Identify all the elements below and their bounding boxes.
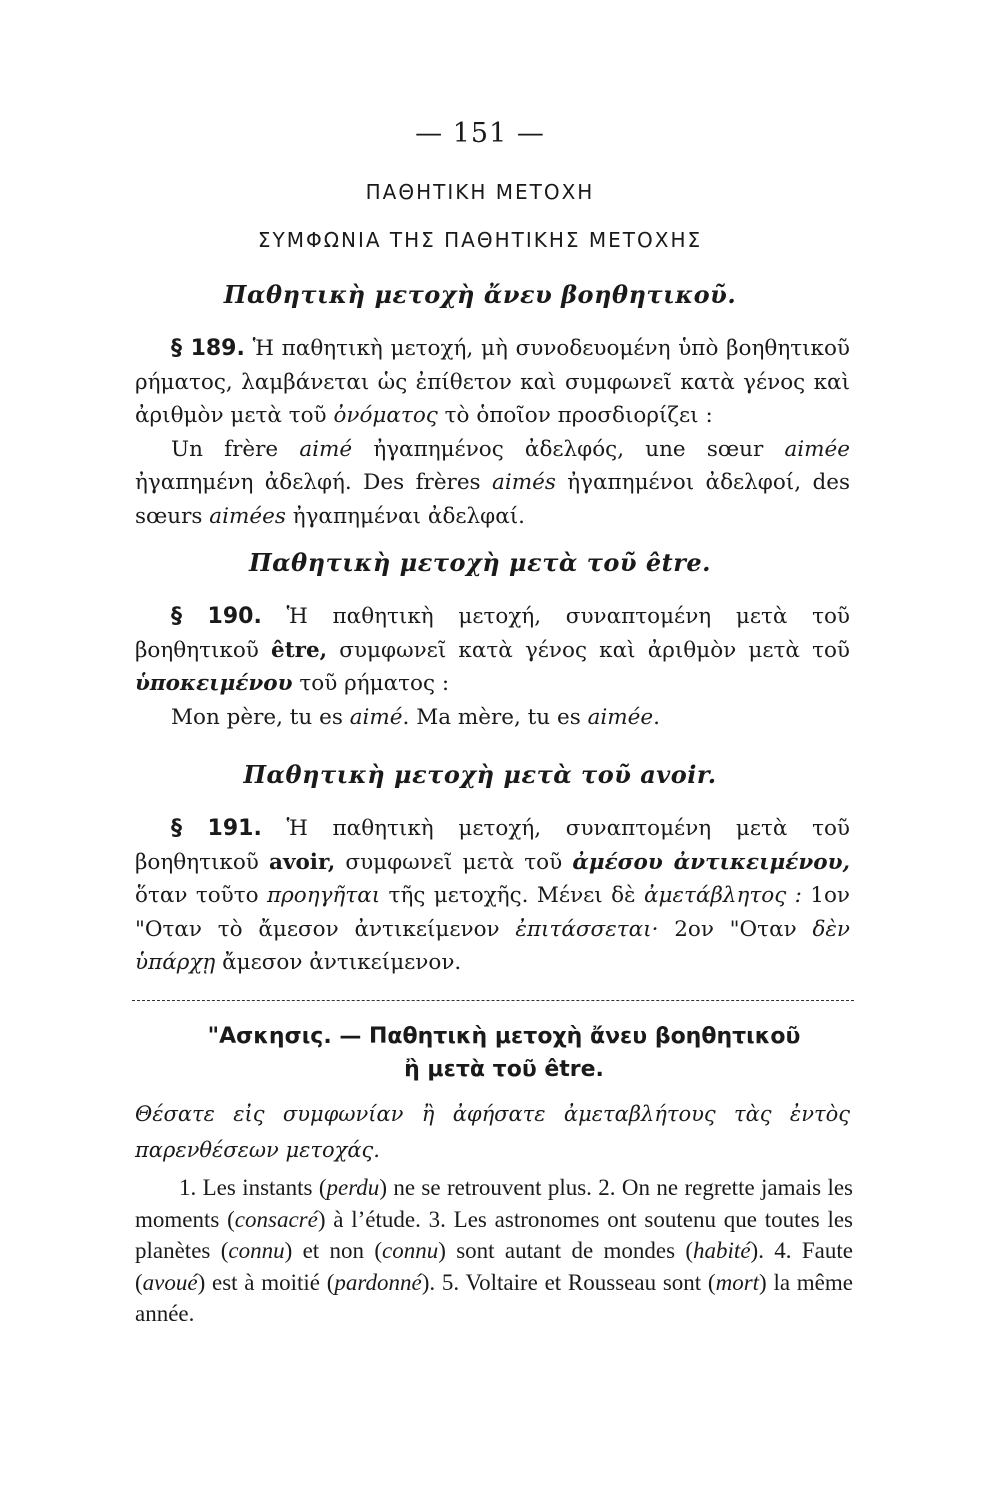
- page-number: — 151 —: [415, 118, 545, 149]
- section-191-body: [135, 812, 850, 980]
- section-189-heading: Παθητικὴ μετοχὴ ἄνευ βοηθητικοῦ.: [223, 280, 737, 309]
- section-190-rule: § 190. Ἡ παθητικὴ μετοχή, συναπτομένη μετὰ τοῦ βοηθητικοῦ être, συμφωνεῖ κατὰ γένος καὶ ἀριθμὸν μετὰ τοῦ ὑποκειμένου τοῦ ρήματος :: [135, 604, 850, 696]
- section-189-rule: § 189. Ἡ παθητικὴ μετοχή, μὴ συνοδευομένη ὑπὸ βοηθητικοῦ ρήματος, λαμβάνεται ὡς ἐπίθετον καὶ συμφωνεῖ κατὰ γένος καὶ ἀριθμὸν μετὰ τοῦ ὀνόματος τὸ ὁποῖον προσδιορίζει :: [135, 336, 850, 428]
- section-191-rule: § 191. Ἡ παθητικὴ μετοχή, συναπτομένη μετὰ τοῦ βοηθητικοῦ avoir, συμφωνεῖ μετὰ τοῦ ἀμέσου ἀντικειμένου, ὅταν τοῦτο προηγῆται τῆς μετοχῆς. Μένει δὲ ἀμετάβλητος : 1ον "Οταν τὸ ἄμεσον ἀντικείμενον ἐπιτάσσεται· 2ον "Οταν δὲν ὑπάρχῃ ἄμεσον ἀντικείμενον.: [135, 816, 851, 975]
- section-191-heading: Παθητικὴ μετοχὴ μετὰ τοῦ avoir.: [243, 760, 717, 789]
- divider: [132, 1000, 854, 1001]
- chapter-subtitle: ΣΥΜΦΩΝΙΑ ΤΗΣ ΠΑΘΗΤΙΚΗΣ ΜΕΤΟΧΗΣ: [257, 228, 703, 252]
- section-number: § 190.: [171, 604, 262, 629]
- exercise-instruction: Θέσατε εἰς συμφωνίαν ἢ ἀφήσατε ἀμεταβλήτους τὰς ἐντὸς παρενθέσεων μετοχάς.: [135, 1102, 850, 1162]
- section-190-example: Mon père, tu es aimé. Ma mère, tu es aimée.: [171, 704, 660, 730]
- section-number: § 189.: [171, 336, 245, 361]
- exercise-title: "Ασκησις. — Παθητικὴ μετοχὴ ἄνευ βοηθητικοῦ: [207, 1024, 801, 1049]
- section-189-body: [135, 332, 850, 533]
- exercise-title-line2: ἢ μετὰ τοῦ être.: [404, 1057, 604, 1082]
- section-190-body: [135, 600, 850, 734]
- section-190-heading: Παθητικὴ μετοχὴ μετὰ τοῦ être.: [249, 548, 711, 577]
- section-189-examples: Un frère aimé ἠγαπημένος ἀδελφός, une sœur aimée ἠγαπημένη ἀδελφή. Des frères aimés ἠγαπημένοι ἀδελφοί, des sœurs aimées ἠγαπημέναι ἀδελφαί.: [135, 436, 850, 529]
- exercise-body: [135, 1172, 853, 1330]
- chapter-title: ΠΑΘΗΤΙΚΗ ΜΕΤΟΧΗ: [365, 180, 595, 204]
- section-number: § 191.: [171, 816, 262, 841]
- exercise-sentences: 1. Les instants (perdu) ne se retrouvent plus. 2. On ne regrette jamais les moments (consacré) à l’étude. 3. Les astronomes ont soutenu que toutes les planètes (connu) et non (connu) sont autant de mondes (habité). 4. Faute (avoué) est à moitié (pardonné). 5. Voltaire et Rousseau sont (mort) la même année.: [135, 1175, 853, 1326]
